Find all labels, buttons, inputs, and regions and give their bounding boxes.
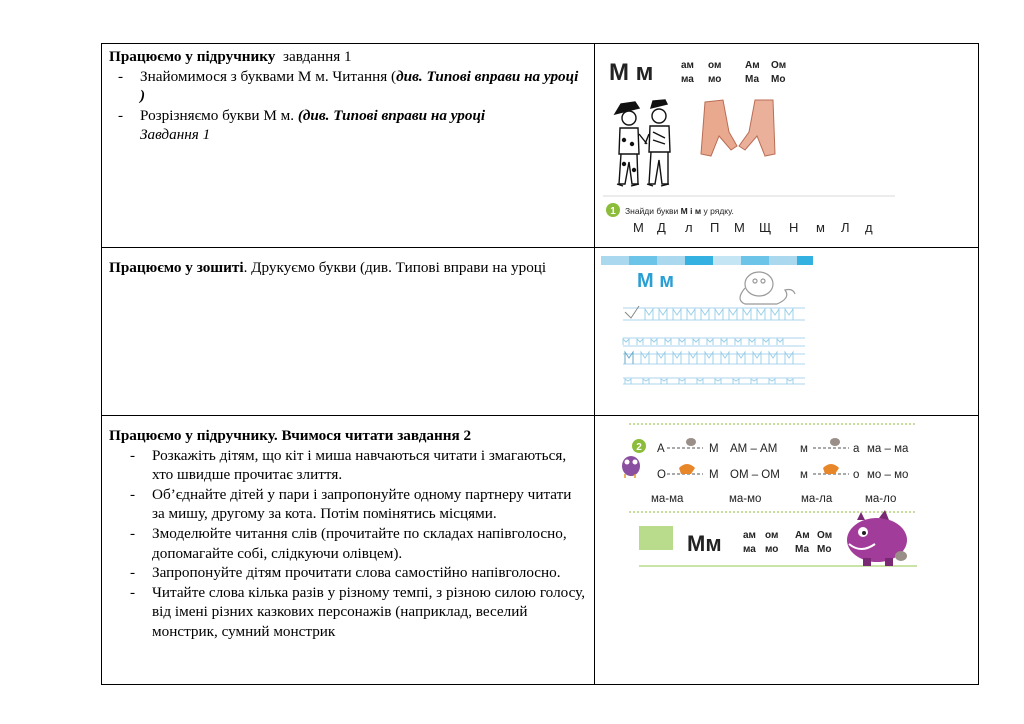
syllable: мо — [708, 74, 722, 85]
syllable: Ам — [795, 530, 810, 541]
table-row — [102, 248, 979, 416]
syllable: ам — [681, 60, 694, 71]
syllable: ма — [681, 74, 694, 85]
word: ма-ло — [865, 493, 897, 505]
syllable: Мо — [771, 74, 786, 85]
syllable: Ом — [817, 530, 833, 541]
letter: м — [816, 220, 825, 235]
workbook-figure — [595, 248, 977, 410]
syllable: мо — [765, 544, 779, 555]
letter: д — [865, 220, 873, 235]
syllable: а — [853, 443, 860, 455]
syllable: ам — [743, 530, 756, 541]
letter: Н — [789, 220, 799, 235]
row3-list — [109, 446, 586, 642]
syllable: Мо — [817, 544, 832, 555]
syllable: Ом — [771, 60, 787, 71]
big-letters: Мм — [687, 531, 722, 556]
list-item: - Об’єднайте дітей у пари і запропонуйте одному партнеру читати за мишу, другому за кота. Потім помінятись місцями. — [109, 485, 586, 524]
row3-text-cell — [102, 416, 595, 685]
letters-row — [633, 220, 873, 235]
row1-list — [109, 67, 586, 145]
item-text: Знайомимося з буквами М м. Читання ( — [140, 67, 397, 85]
letter: Щ — [759, 220, 772, 235]
letter: л — [685, 220, 693, 235]
table-row — [102, 416, 979, 685]
letter: М — [633, 220, 644, 235]
syllable: Ма — [795, 544, 810, 555]
row1-heading — [109, 47, 586, 67]
green-block — [639, 526, 673, 550]
row3-heading-text: Працюємо у підручнику. Вчимося читати завдання 2 — [109, 427, 472, 444]
syllable: м — [800, 443, 808, 455]
lesson-table — [101, 43, 979, 685]
task-number: 2 — [636, 442, 642, 453]
syllable: м — [800, 469, 808, 481]
syllable: ом — [765, 530, 779, 541]
word: ма-ла — [801, 493, 833, 505]
letter: Л — [841, 220, 850, 235]
row3-heading — [109, 426, 586, 446]
item-emphasis: (див. Типові вправи на уроці — [297, 106, 486, 124]
row2-figure-cell — [595, 248, 979, 416]
word: ма-ма — [651, 493, 684, 505]
list-item — [109, 67, 586, 106]
syllable: Ма — [745, 74, 760, 85]
syllable: А — [657, 443, 665, 455]
row1-text-cell — [102, 44, 595, 248]
letter: П — [710, 220, 720, 235]
item-tail: Завдання 1 — [140, 126, 211, 144]
monster-outline-illustration — [740, 272, 795, 304]
syllable: ом — [708, 60, 722, 71]
syllable: ОМ – ОМ — [730, 469, 780, 481]
task-number: 1 — [610, 206, 616, 217]
row1-figure-cell — [595, 44, 979, 248]
syllable: М — [709, 469, 719, 481]
textbook-figure-2 — [595, 416, 977, 679]
row1-heading-bold: Працюємо у підручнику — [109, 48, 276, 65]
row3-figure-cell — [595, 416, 979, 685]
purple-monster-illustration — [847, 510, 907, 566]
syllable: ма — [743, 544, 756, 555]
list-item: - Змоделюйте читання слів (прочитайте по складах напівголосно, допомагайте собі, слідкуючи олівцем). — [109, 524, 586, 563]
syllable: АМ – АМ — [730, 443, 778, 455]
big-letters: М м — [609, 59, 654, 86]
row2-heading-bold: Працюємо у зошиті — [109, 259, 244, 276]
item-emphasis: див. Типові вправи на уроці ) — [140, 67, 579, 105]
item-text: Розрізняємо букви М м. — [140, 106, 298, 124]
children-illustration — [615, 100, 670, 186]
syllable: ма – ма — [867, 443, 909, 455]
syllable: О — [657, 469, 666, 481]
row1-heading-rest: завдання 1 — [275, 48, 352, 65]
hands-letter-m-illustration — [701, 100, 775, 156]
row2-text: . Друкуємо букви (див. Типові вправи на уроці — [243, 259, 547, 276]
list-item: - Розкажіть дітям, що кіт і миша навчаються читати і змагаються, хто швидше прочитає злиття. — [109, 446, 586, 485]
row2-text-cell — [102, 248, 595, 416]
syllable: мо – мо — [867, 469, 909, 481]
big-letters: М м — [637, 270, 675, 292]
textbook-figure-1 — [595, 44, 977, 242]
task-instruction: Знайди букви М і м у рядку. — [625, 206, 734, 216]
owl-illustration — [622, 456, 640, 478]
practice-lines — [623, 308, 805, 384]
syllable: о — [853, 469, 860, 481]
list-item — [109, 106, 586, 145]
list-item: - Читайте слова кілька разів у різному темпі, з різною силою голосу, від імені різних казкових персонажів (наприклад, веселий монстрик, сумний монстрик — [109, 583, 586, 642]
table-row — [102, 44, 979, 248]
letter: М — [734, 220, 745, 235]
word: ма-мо — [729, 493, 762, 505]
syllable: М — [709, 443, 719, 455]
syllable: Ам — [745, 60, 760, 71]
list-item: - Запропонуйте дітям прочитати слова самостійно напівголосно. — [109, 563, 586, 583]
letter: Д — [657, 220, 666, 235]
trace-letters — [623, 306, 793, 384]
